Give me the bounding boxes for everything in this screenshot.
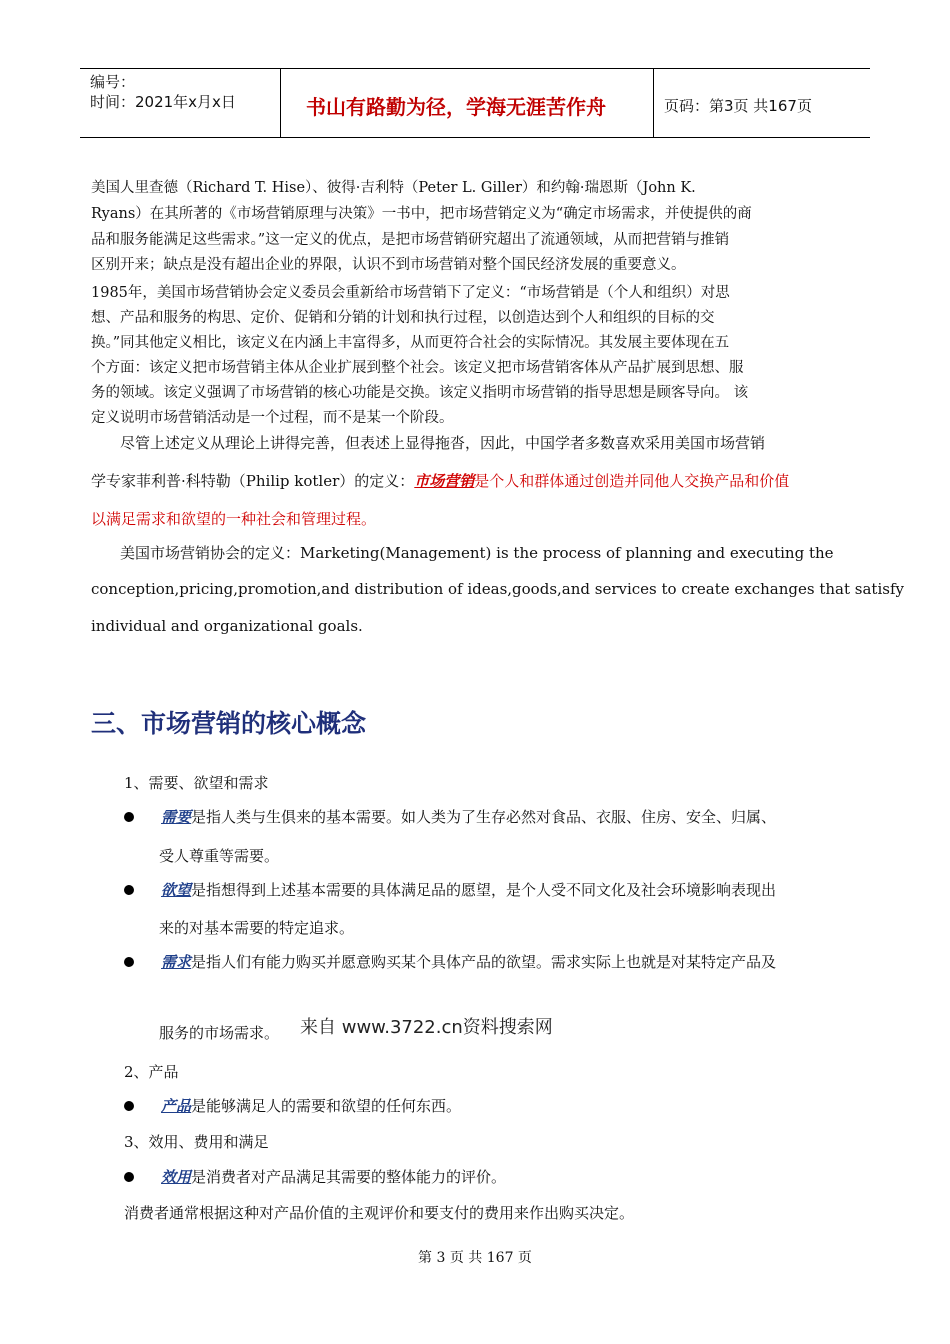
- text-line: 尽管上述定义从理论上讲得完善，但表述上显得拖沓，因此，中国学者多数喜欢采用美国市场营销: [120, 434, 766, 452]
- bullet-line: [161, 806, 776, 827]
- header-center-cell: [280, 69, 654, 137]
- text-span: 是指人类与生俱来的基本需要。如人类为了生存必然对食品、衣服、住房、安全、归属、: [191, 808, 777, 826]
- bullet-icon: [124, 885, 134, 895]
- time-label: 时间：2021年x月x日: [90, 93, 236, 111]
- text-line: 品和服务能满足这些需求。”这一定义的优点，是把市场营销研究超出了流通领域，从而把营销与推销: [91, 232, 730, 248]
- text-line: 美国市场营销协会的定义：Marketing(Management) is the process of planning and executing the: [120, 544, 834, 562]
- bullet-icon: [124, 1101, 134, 1111]
- definition-text: 是个人和群体通过创造并同他人交换产品和价值: [474, 472, 790, 490]
- bullet-line: [161, 879, 776, 900]
- keyword-utility: 效用: [161, 1168, 192, 1186]
- text-line: 换。”同其他定义相比，该定义在内涵上丰富得多，从而更符合社会的实际情况。其发展主要体现在五: [91, 335, 730, 351]
- keyword-demand: 需求: [161, 953, 192, 971]
- text-span: 是指想得到上述基本需要的具体满足品的愿望，是个人受不同文化及社会环境影响表现出: [191, 881, 777, 899]
- keyword-need: 需要: [161, 808, 192, 826]
- text-span: 是消费者对产品满足其需要的整体能力的评价。: [191, 1168, 507, 1186]
- header-table: [80, 68, 870, 138]
- subsection-title: 3、效用、费用和满足: [124, 1133, 269, 1151]
- text-line: 美国人里查德（Richard T. Hise）、彼得·吉利特（Peter L. Giller）和约翰·瑞恩斯（John K.: [91, 180, 696, 196]
- bullet-icon: [124, 812, 134, 822]
- text-line: 受人尊重等需要。: [159, 847, 280, 865]
- text-line: 务的领域。该定义强调了市场营销的核心功能是交换。该定义指明市场营销的指导思想是顾客导向。 该: [91, 385, 749, 401]
- page-label: 页码：第3页 共167页: [664, 97, 812, 115]
- text-line: 服务的市场需求。: [159, 1024, 280, 1042]
- section-heading: 三、市场营销的核心概念: [91, 709, 367, 738]
- text-line: conception,pricing,promotion,and distribution of ideas,goods,and services to create exchanges that satisfy: [91, 580, 904, 598]
- text-span: 是能够满足人的需要和欲望的任何东西。: [191, 1097, 462, 1115]
- text-line: 来的对基本需要的特定追求。: [159, 919, 355, 937]
- text-span: 学专家菲利普·科特勒（Philip kotler）的定义：: [91, 472, 415, 490]
- closing-text: 消费者通常根据这种对产品价值的主观评价和要支付的费用来作出购买决定。: [124, 1204, 635, 1222]
- bullet-icon: [124, 1172, 134, 1182]
- text-line: 想、产品和服务的构思、定价、促销和分销的计划和执行过程，以创造达到个人和组织的目标的交: [91, 310, 715, 326]
- keyword-want: 欲望: [161, 881, 192, 899]
- text-line: individual and organizational goals.: [91, 617, 363, 635]
- text-line: 区别开来；缺点是没有超出企业的界限，认识不到市场营销对整个国民经济发展的重要意义。: [91, 257, 686, 273]
- text-line: 个方面：该定义把市场营销主体从企业扩展到整个社会。该定义把市场营销客体从产品扩展到思想、服: [91, 360, 744, 376]
- bullet-icon: [124, 957, 134, 967]
- source-note: 来自 www.3722.cn资料搜索网: [300, 1017, 553, 1038]
- bullet-line: [161, 1166, 506, 1187]
- subsection-title: 2、产品: [124, 1063, 179, 1081]
- definition-text: 以满足需求和欲望的一种社会和管理过程。: [91, 510, 377, 528]
- keyword-marketing: 市场营销: [414, 472, 475, 490]
- page-footer: 第 3 页 共 167 页: [418, 1250, 532, 1266]
- definition-line: [91, 470, 789, 491]
- bullet-line: [161, 951, 776, 972]
- number-label: 编号：: [90, 73, 136, 91]
- text-line: 1985年，美国市场营销协会定义委员会重新给市场营销下了定义：“市场营销是（个人和组织）对思: [91, 285, 730, 301]
- text-line: 定义说明市场营销活动是一个过程，而不是某一个阶段。: [91, 410, 454, 426]
- text-line: Ryans）在其所著的《市场营销原理与决策》一书中，把市场营销定义为“确定市场需求，并使提供的商: [91, 206, 752, 222]
- header-right-cell: [654, 69, 870, 137]
- motto: 书山有路勤为径，学海无涯苦作舟: [306, 95, 606, 119]
- subsection-title: 1、需要、欲望和需求: [124, 774, 269, 792]
- bullet-line: [161, 1095, 461, 1116]
- keyword-product: 产品: [161, 1097, 192, 1115]
- header-left-cell: [80, 69, 281, 137]
- text-span: 是指人们有能力购买并愿意购买某个具体产品的欲望。需求实际上也就是对某特定产品及: [191, 953, 777, 971]
